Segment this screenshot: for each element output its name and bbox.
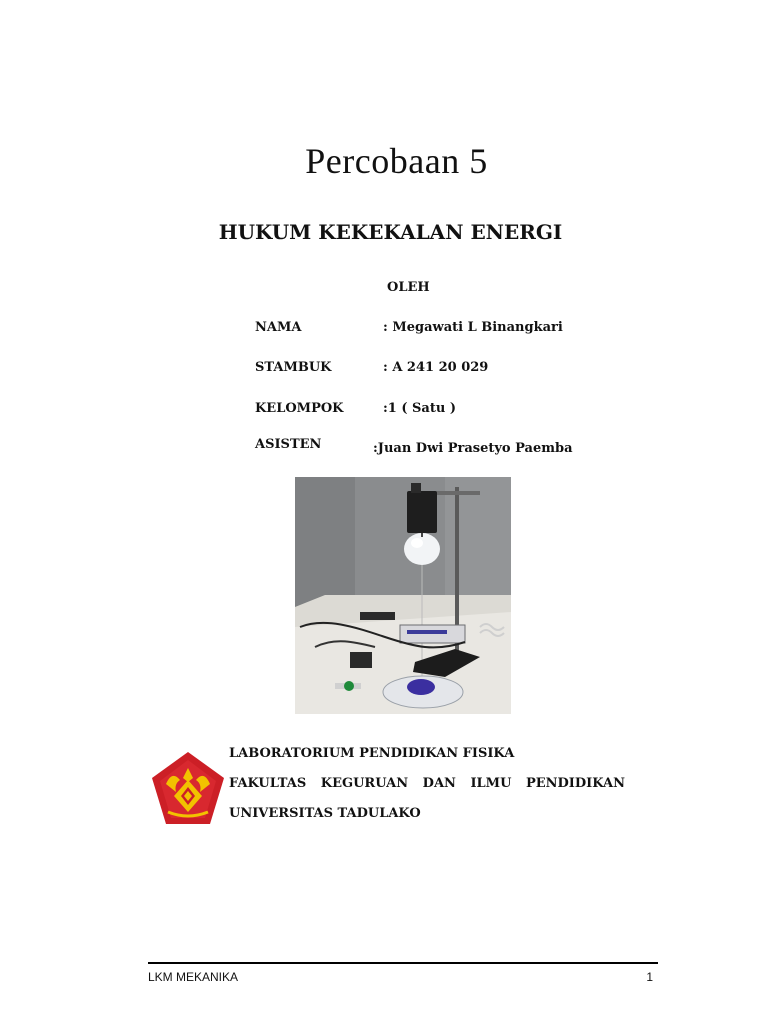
asisten-value: :Juan Dwi Prasetyo Paemba <box>373 441 573 456</box>
faculty-word: DAN <box>422 776 456 791</box>
faculty-word: PENDIDIKAN <box>525 776 625 791</box>
document-subtitle: HUKUM KEKEKALAN ENERGI <box>218 220 563 244</box>
asisten-label: ASISTEN <box>255 437 322 452</box>
faculty-word: ILMU <box>470 776 512 791</box>
stambuk-value: : A 241 20 029 <box>383 360 489 375</box>
nama-label: NAMA <box>255 320 302 335</box>
faculty-word: FAKULTAS <box>229 776 307 791</box>
institution-lab: LABORATORIUM PENDIDIKAN FISIKA <box>229 746 515 761</box>
footer-title: LKM MEKANIKA <box>148 970 239 984</box>
institution-faculty <box>229 776 625 791</box>
university-logo <box>148 750 228 830</box>
document-title: Percobaan 5 <box>305 141 488 181</box>
oleh-label: OLEH <box>387 280 430 295</box>
experiment-photo <box>295 477 511 714</box>
faculty-word: KEGURUAN <box>320 776 409 791</box>
kelompok-label: KELOMPOK <box>255 401 344 416</box>
kelompok-value: :1 ( Satu ) <box>383 401 456 416</box>
nama-value: : Megawati L Binangkari <box>383 320 563 335</box>
page-number: 1 <box>646 970 653 984</box>
stambuk-label: STAMBUK <box>255 360 332 375</box>
institution-university: UNIVERSITAS TADULAKO <box>229 806 421 821</box>
footer-divider <box>148 962 658 964</box>
